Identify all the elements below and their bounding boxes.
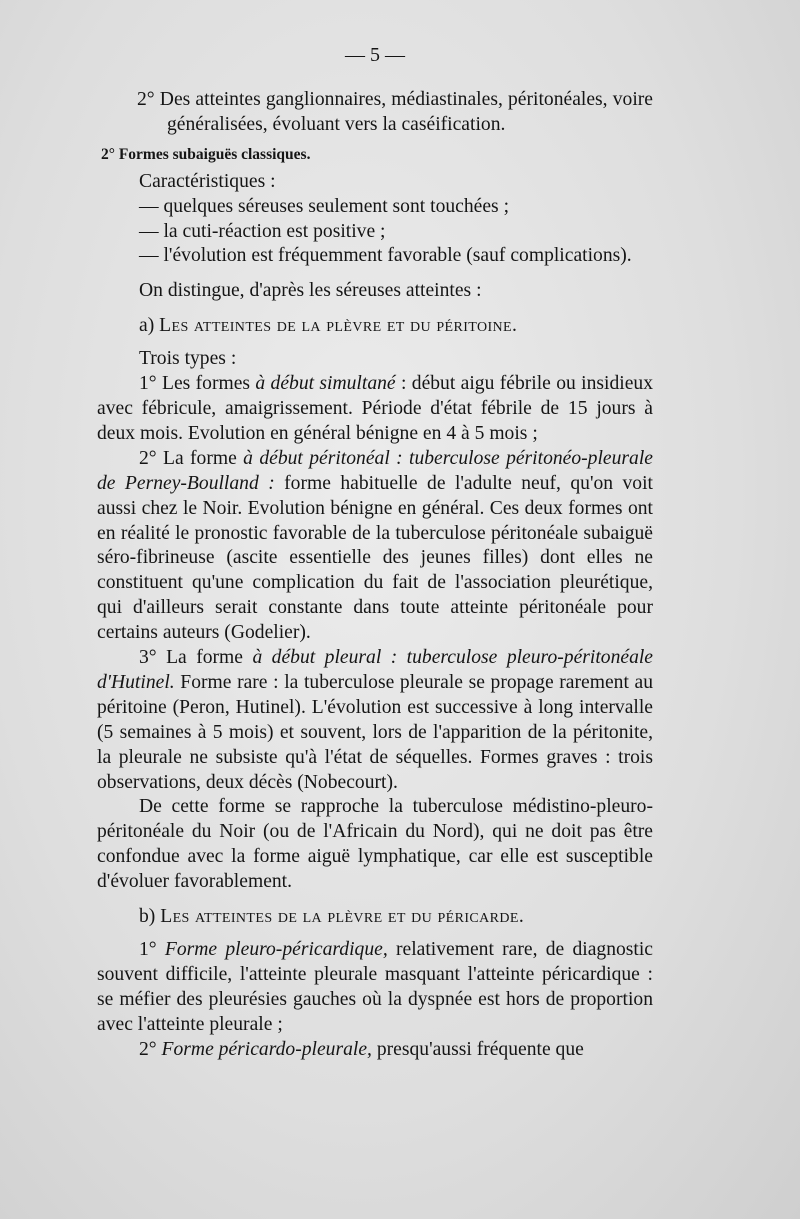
text-run: presqu'aussi fréquente que [371, 1038, 584, 1060]
section-heading: 2° Formes subaiguës classiques. [101, 145, 311, 163]
paragraph-noir: De cette forme se rapproche la tuberculose médistino-pleuro-péritonéale du Noir (ou de l'Africain du Nord), qui ne doit pas être confondue avec la forme aiguë lymphatique, car elle est susceptible d'évoluer favorablement. [97, 796, 653, 893]
emphasis-run: à début simultané [255, 373, 396, 395]
bullet-cuti [97, 220, 653, 245]
bullet-text: — la cuti-réaction est positive ; [139, 220, 386, 242]
text-run: 3° La forme [139, 647, 253, 669]
paragraph-type-3 [97, 646, 653, 795]
emphasis-run: Forme pleuro-péricardique, [164, 939, 388, 960]
characteristics-label: Caractéristiques : [139, 170, 276, 192]
subsection-b [97, 905, 653, 930]
emphasis-run: Forme péricardo-pleurale, [161, 1038, 372, 1060]
text-run: Forme rare : la tuberculose pleurale se propage rarement au péritoine (Peron, Hutinel). L'évolution est successive à long intervalle (5 semaines à 5 mois) et souvent, lors de l'apparition de la péritonite, la pleurale ne subsiste qu'à l'état de séquelles. Formes graves : trois observations, deux décès (Nobecourt). [97, 671, 653, 793]
page-number: — 5 — [345, 44, 405, 66]
emphasis-run: à début pleural : tuberculose pleuro-péritonéale d'Hutinel. [97, 647, 654, 693]
subsection-b-title: Les atteintes de la plèvre et du péricarde. [160, 906, 525, 928]
text-run: 2° [139, 1038, 162, 1060]
emphasis-run: à début péritonéal : tuberculose péritonéo-pleurale de Perney-Boulland : [97, 447, 653, 494]
text-run: : début aigu fébrile ou insidieux avec fébricule, amaigrissement. Période d'état fébrile de 15 jours à deux mois. Evolution en général bénigne en 4 à 5 mois ; [97, 373, 653, 444]
subsection-b-prefix: b) [139, 906, 161, 928]
subsection-a-prefix: a) [139, 315, 160, 337]
bullet-sereuses [97, 195, 653, 220]
text-run: relativement rare, de diagnostic souvent difficile, l'atteinte pleurale masquant l'atteinte péricardique : se méfier des pleurésies gauches où la dyspnée est hors de proportion avec l'atteinte pleurale ; [97, 939, 654, 1035]
text-run: 1° [139, 939, 165, 960]
paragraph-type-2 [97, 447, 653, 646]
paragraph-pleuro-pericardique [97, 938, 653, 1038]
bullet-text: — quelques séreuses seulement sont touchées ; [139, 195, 510, 217]
paragraph-type-1 [97, 372, 653, 447]
paragraph-distingue: On distingue, d'après les séreuses atteintes : [139, 280, 482, 302]
text-run: 2° La forme [139, 447, 244, 469]
item-ganglionnaires: 2° Des atteintes ganglionnaires, médiastinales, péritonéales, voire généralisées, évoluant vers la caséification. [137, 89, 653, 135]
subsection-a [97, 314, 653, 339]
text-run: 1° Les formes [139, 373, 256, 395]
body-text [97, 88, 653, 1063]
text-run: forme habituelle de l'adulte neuf, qu'on voit aussi chez le Noir. Evolution bénigne en général. Ces deux formes ont en réalité le pronostic favorable de la tuberculose péritonéale subaiguë séro-fibrineuse (ascite essentielle des jeunes filles) dont elles ne constituent qu'une complication du fait de l'association pleurétique, qui d'ailleurs serait constante dans toute atteinte péritonéale pour certains auteurs (Godelier). [97, 472, 653, 644]
paragraph-pericardo-pleurale [97, 1038, 653, 1063]
bullet-evolution: — l'évolution est fréquemment favorable (sauf complications). [139, 245, 632, 267]
subsection-a-title: Les atteintes de la plèvre et du péritoine. [159, 315, 518, 337]
paragraph-trois-types: Trois types : [139, 348, 237, 370]
